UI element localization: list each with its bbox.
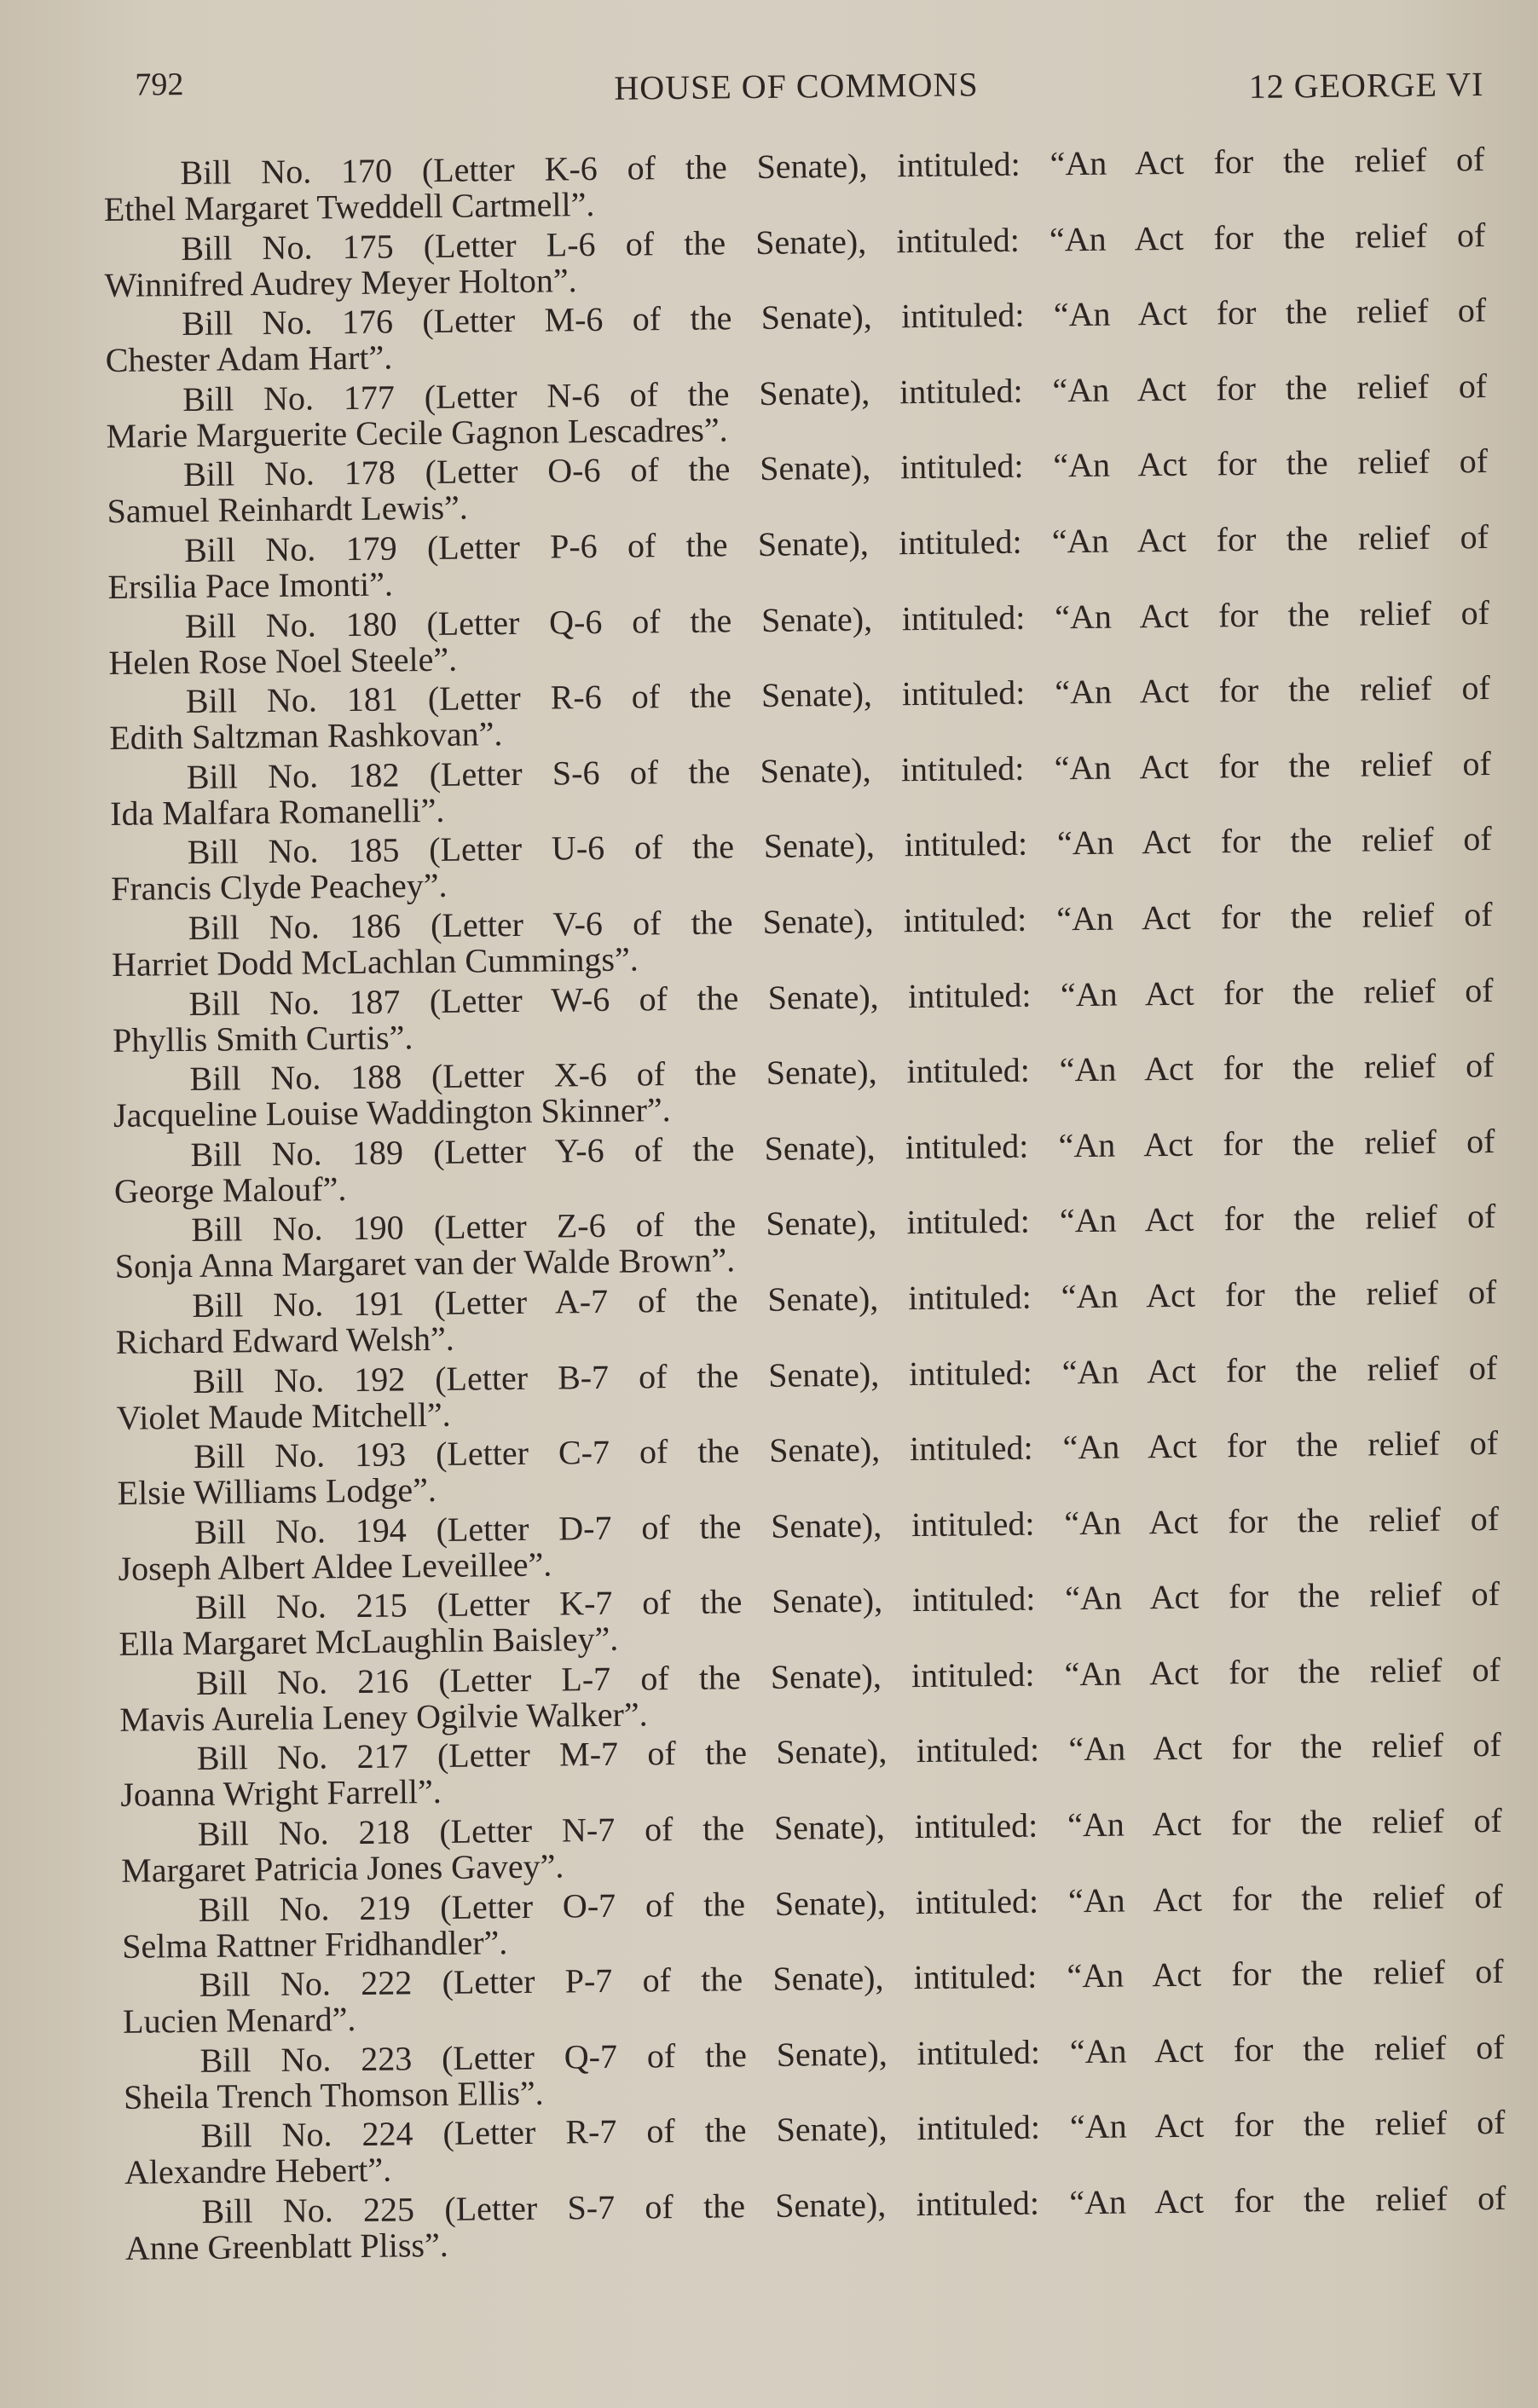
bill-entry-title-line: Bill No. 187 (Letter W-6 of the Senate), intituled: “An Act for the relief of [188,970,1494,1023]
bill-entry-relief-name: Sheila Trench Thomson Ellis”. [123,2073,544,2116]
bill-entry-title-line: Bill No. 191 (Letter A-7 of the Senate), intituled: “An Act for the relief of [192,1272,1497,1325]
bill-entry-title-line: Bill No. 223 (Letter Q-7 of the Senate), intituled: “An Act for the relief of [199,2027,1505,2080]
running-title: HOUSE OF COMMONS [614,65,979,107]
bill-entry-title-line: Bill No. 186 (Letter V-6 of the Senate), intituled: “An Act for the relief of [188,894,1493,947]
bill-entry-relief-name: Chester Adam Hart”. [105,338,393,380]
bill-entry-title-line: Bill No. 190 (Letter Z-6 of the Senate), intituled: “An Act for the relief of [191,1197,1496,1250]
bill-entry-relief-name: Lucien Menard”. [122,2000,356,2041]
bill-entry-relief-name: Edith Saltzman Rashkovan”. [109,714,503,758]
bill-entry-title-line: Bill No. 185 (Letter U-6 of the Senate), intituled: “An Act for the relief of [187,819,1492,872]
bill-entry-title-line: Bill No. 179 (Letter P-6 of the Senate), intituled: “An Act for the relief of [183,517,1489,569]
bill-entry-relief-name: George Malouf”. [113,1169,347,1210]
bill-entry-relief-name: Ethel Margaret Tweddell Cartmell”. [103,184,595,228]
bill-entry-title-line: Bill No. 225 (Letter S-7 of the Senate), intituled: “An Act for the relief of [201,2178,1506,2231]
bill-entry-relief-name: Alexandre Hebert”. [124,2151,392,2192]
page-header [102,43,1484,126]
bill-entry-title-line: Bill No. 188 (Letter X-6 of the Senate), intituled: “An Act for the relief of [189,1046,1495,1099]
bill-entry-title-line: Bill No. 182 (Letter S-6 of the Senate), intituled: “An Act for the relief of [186,743,1491,796]
bill-entry-relief-name: Winnifred Audrey Meyer Holton”. [104,260,577,304]
bill-entry-title-line: Bill No. 218 (Letter N-7 of the Senate), intituled: “An Act for the relief of [197,1800,1502,1854]
page-number: 792 [135,66,184,103]
bill-entry-relief-name: Samuel Reinhardt Lewis”. [107,488,469,531]
bill-entry-relief-name: Margaret Patricia Jones Gavey”. [121,1846,564,1890]
bill-entry-relief-name: Marie Marguerite Cecile Gagnon Lescadres”. [106,410,728,455]
bill-entry-relief-name: Richard Edward Welsh”. [115,1319,455,1361]
bill-entry-title-line: Bill No. 177 (Letter N-6 of the Senate), intituled: “An Act for the relief of [182,366,1488,419]
bill-entry-title-line: Bill No. 219 (Letter O-7 of the Senate), intituled: “An Act for the relief of [198,1876,1503,1929]
bill-entry-title-line: Bill No. 178 (Letter O-6 of the Senate), intituled: “An Act for the relief of [182,442,1489,494]
bill-entry-relief-name: Phyllis Smith Curtis”. [112,1017,413,1060]
bill-entry-relief-name: Violet Maude Mitchell”. [116,1395,451,1437]
bill-entry-relief-name: Ersilia Pace Imonti”. [107,564,394,606]
bill-entry-title-line: Bill No. 215 (Letter K-7 of the Senate), intituled: “An Act for the relief of [194,1574,1500,1627]
bill-entry-title-line: Bill No. 175 (Letter L-6 of the Senate), intituled: “An Act for the relief of [181,215,1486,268]
bill-entry-title-line: Bill No. 222 (Letter P-7 of the Senate), intituled: “An Act for the relief of [199,1952,1504,2005]
bill-entry-relief-name: Helen Rose Noel Steele”. [108,639,458,682]
bill-entry-title-line: Bill No. 192 (Letter B-7 of the Senate), intituled: “An Act for the relief of [193,1348,1498,1400]
bill-entry-relief-name: Ida Malfara Romanelli”. [110,790,445,833]
bill-entry-title-line: Bill No. 189 (Letter Y-6 of the Senate), intituled: “An Act for the relief of [190,1121,1495,1174]
bill-entry-title-line: Bill No. 217 (Letter M-7 of the Senate), intituled: “An Act for the relief of [196,1725,1502,1778]
bill-entry-title-line: Bill No. 224 (Letter R-7 of the Senate), intituled: “An Act for the relief of [200,2103,1506,2156]
bill-entry-title-line: Bill No. 193 (Letter C-7 of the Senate), intituled: “An Act for the relief of [193,1423,1499,1476]
bill-entry-title-line: Bill No. 170 (Letter K-6 of the Senate), intituled: “An Act for the relief of [180,140,1485,193]
bill-entry-relief-name: Sonja Anna Margaret van der Walde Brown”. [114,1240,736,1286]
bill-entry-title-line: Bill No. 176 (Letter M-6 of the Senate), intituled: “An Act for the relief of [182,291,1487,344]
bill-entry-relief-name: Ella Margaret McLaughlin Baisley”. [119,1620,619,1664]
bill-entry-relief-name: Elsie Williams Lodge”. [117,1470,437,1513]
bill-entry-title-line: Bill No. 181 (Letter R-6 of the Senate), intituled: “An Act for the relief of [185,668,1491,721]
bill-entry-title-line: Bill No. 216 (Letter L-7 of the Senate), intituled: “An Act for the relief of [195,1649,1501,1702]
bill-entry-relief-name: Selma Rattner Fridhandler”. [121,1922,508,1966]
regnal-year: 12 GEORGE VI [1248,65,1484,106]
bill-list [103,141,1506,2270]
bill-entry-relief-name: Joseph Albert Aldee Leveillee”. [118,1545,552,1588]
bill-entry-relief-name: Francis Clyde Peachey”. [110,866,448,909]
bill-entry-relief-name: Anne Greenblatt Pliss”. [124,2225,448,2267]
bill-entry-relief-name: Harriet Dodd McLachlan Cummings”. [111,939,639,984]
bill-entry-title-line: Bill No. 180 (Letter Q-6 of the Senate), intituled: “An Act for the relief of [184,592,1490,645]
bill-entry-relief-name: Jacqueline Louise Waddington Skinner”. [113,1090,671,1135]
bill-entry-relief-name: Mavis Aurelia Leney Ogilvie Walker”. [119,1695,648,1739]
bill-entry-relief-name: Joanna Wright Farrell”. [120,1772,442,1815]
bill-entry-title-line: Bill No. 194 (Letter D-7 of the Senate), intituled: “An Act for the relief of [194,1499,1500,1551]
page-content [102,43,1506,2267]
bill-entry [124,2180,1506,2271]
